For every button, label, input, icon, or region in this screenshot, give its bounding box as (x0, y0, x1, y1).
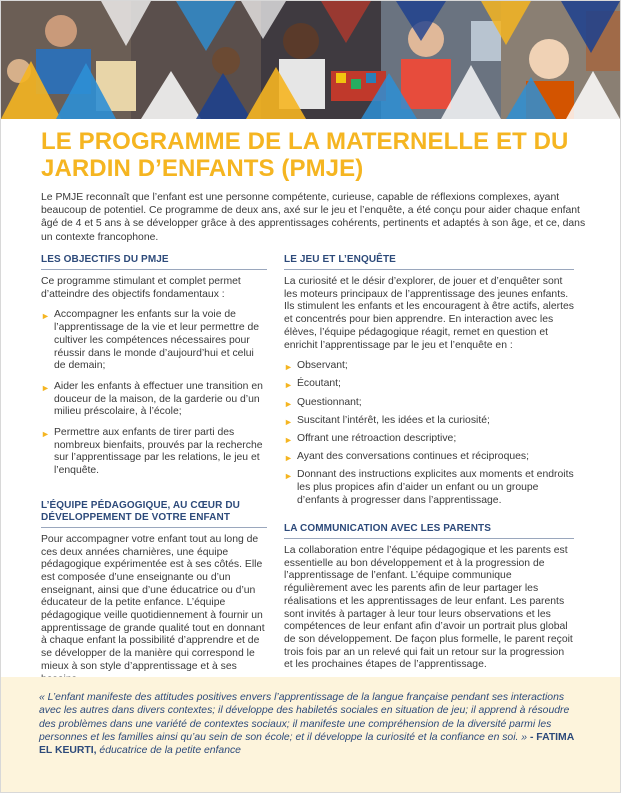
heading-jeu: LE JEU ET L’ENQUÊTE (284, 254, 396, 265)
list-item (41, 309, 267, 373)
triangle-bullet-icon: ► (284, 471, 293, 482)
triangle-bullet-icon: ► (284, 380, 293, 391)
list-item-text: Écoutant; (297, 378, 341, 390)
list-item (284, 378, 574, 391)
list-item (41, 427, 267, 478)
objectifs-lead: Ce programme stimulant et complet permet d’atteindre des objectifs fondamentaux : (41, 276, 241, 300)
objectifs-list (41, 309, 267, 477)
list-item (284, 451, 574, 464)
page-title: LE PROGRAMME DE LA MATERNELLE ET DU JARDIN D’ENFANTS (PMJE) (41, 128, 569, 182)
list-item-text: Ayant des conversations continues et réciproques; (297, 451, 530, 463)
list-item-text: Observant; (297, 360, 348, 372)
triangle-bullet-icon: ► (284, 435, 293, 446)
heading-objectifs: LES OBJECTIFS DU PMJE (41, 254, 169, 265)
spacer (284, 513, 574, 523)
heading-equipe: L’ÉQUIPE PÉDAGOGIQUE, AU CŒUR DU DÉVELOPPEMENT DE VOTRE ENFANT (41, 499, 240, 523)
equipe-body: Pour accompagner votre enfant tout au long de ces deux années charnières, une équipe pédagogique expérimentée est à ses côtés. Elle est composée d’une enseignante ou d’un enseignant, ainsi que d’une éducatrice ou d’un éducateur de la petite enfance. L’équipe pédagogique veille quotidiennement à fournir un apprentissage de grande qualité tout en donnant à chaque enfant la possibilité d’apprendre et de se développer de la manière qui correspond le mieux à son style d’apprentissage et à ses (41, 533, 265, 672)
list-item (284, 469, 574, 507)
list-item-text: Offrant une rétroaction descriptive; (297, 433, 457, 445)
list-item-text: Donnant des instructions explicites aux moments et endroits les plus propices afin d’aider un enfant ou un groupe d’enfants à progresser dans l’apprentissage. (297, 469, 574, 506)
left-column (41, 254, 267, 694)
quote-box (1, 677, 620, 793)
triangle-bullet-icon: ► (41, 382, 50, 393)
triangle-bullet-icon: ► (284, 398, 293, 409)
spacer (41, 486, 267, 500)
intro-paragraph: Le PMJE reconnaît que l’enfant est une personne compétente, curieuse, capable de réflexions complexes, ayant beaucoup de potentiel. Ce programme de deux ans, axé sur le jeu et l’enquête, a été conçu pour aider chaque enfant âgé de 4 et 5 ans à se développer grâce à des apprentissages cohérents, pertinents et adaptés à son âge, et ce, dans un contexte francophone. (41, 192, 586, 243)
jeu-list (284, 360, 574, 507)
triangle-bullet-icon: ► (41, 311, 50, 322)
jeu-body: La curiosité et le désir d’explorer, de jouer et d’enquêter sont les moteurs principaux de l’apprentissage des jeunes enfants. Ils stimulent les enfants et les encouragent à être actifs, alertes et concentrés pour bien apprendre. En interaction avec les élèves, l’équipe pédagogique réagit, remet en question et enrichit l’apprentissage par le jeu et l’enquête en : (284, 276, 574, 351)
triangle-bullet-icon: ► (284, 362, 293, 373)
heading-rule (284, 269, 574, 270)
triangle-bullet-icon: ► (284, 416, 293, 427)
list-item (284, 415, 574, 428)
triangle-bullet-icon: ► (41, 429, 50, 440)
heading-rule (41, 527, 267, 528)
list-item-text: Aider les enfants à effectuer une transition en douceur de la maison, de la garderie ou d’un milieu préscolaire, à l’école; (54, 380, 263, 418)
quote-author-role: éducatrice de la petite enfance (96, 745, 241, 757)
list-item (41, 381, 267, 419)
header-photo-banner (1, 1, 620, 119)
list-item-text: Suscitant l’intérêt, les idées et la curiosité; (297, 414, 490, 426)
quote-author: - FATIMA EL KEURTI, (39, 731, 574, 757)
quote-text: « L’enfant manifeste des attitudes positives envers l’apprentissage de la langue française pendant ses interactions avec les autres dans divers contextes; il développe des habiletés sociales en situation de jeu; il apprend à résoudre des problèmes dans une variété de contextes sociaux; il manifeste une compréhension de la diversité parmi les personnes et les familles ainsi qu’au sein de son école; et il développe la curiosité et la confiance en soi. » (39, 692, 570, 743)
list-item (284, 433, 574, 446)
list-item-text: Accompagner les enfants sur la voie de l’apprentissage de la vie et leur permettre de cultiver les compétences nécessaires pour réussir dans le monde d’aujourd’hui et celui de demain; (54, 309, 260, 372)
list-item-text: Permettre aux enfants de tirer parti des nombreux bienfaits, prouvés par la recherche sur l’apprentissage par les relations, le jeu et l’enquête. (54, 427, 263, 477)
communication-body: La collaboration entre l’équipe pédagogique et les parents est essentielle au bon développement et à la progression de l’apprentissage de l’enfant. L’équipe communique régulièrement avec les parents afin de leur partager les réalisations et les apprentissages de leur enfant. Les parents sont invités à partager à leur tour leurs observations et les compétences de leur enfant afin d’avoir un portrait plus global de son développement. De façon plus formelle, le parent reçoit trois fois par an un relevé qui fait un retour sur la progression et les prochaines étapes de l’apprentissage. (284, 545, 573, 671)
list-item (284, 397, 574, 410)
heading-communication: LA COMMUNICATION AVEC LES PARENTS (284, 523, 492, 535)
triangle-bullet-icon: ► (284, 453, 293, 464)
heading-rule (41, 269, 267, 270)
heading-rule (284, 538, 574, 539)
right-column (284, 254, 574, 680)
list-item-text: Questionnant; (297, 396, 362, 408)
header-collage-image (1, 1, 620, 119)
quote-paragraph (39, 691, 582, 757)
list-item (284, 360, 574, 373)
